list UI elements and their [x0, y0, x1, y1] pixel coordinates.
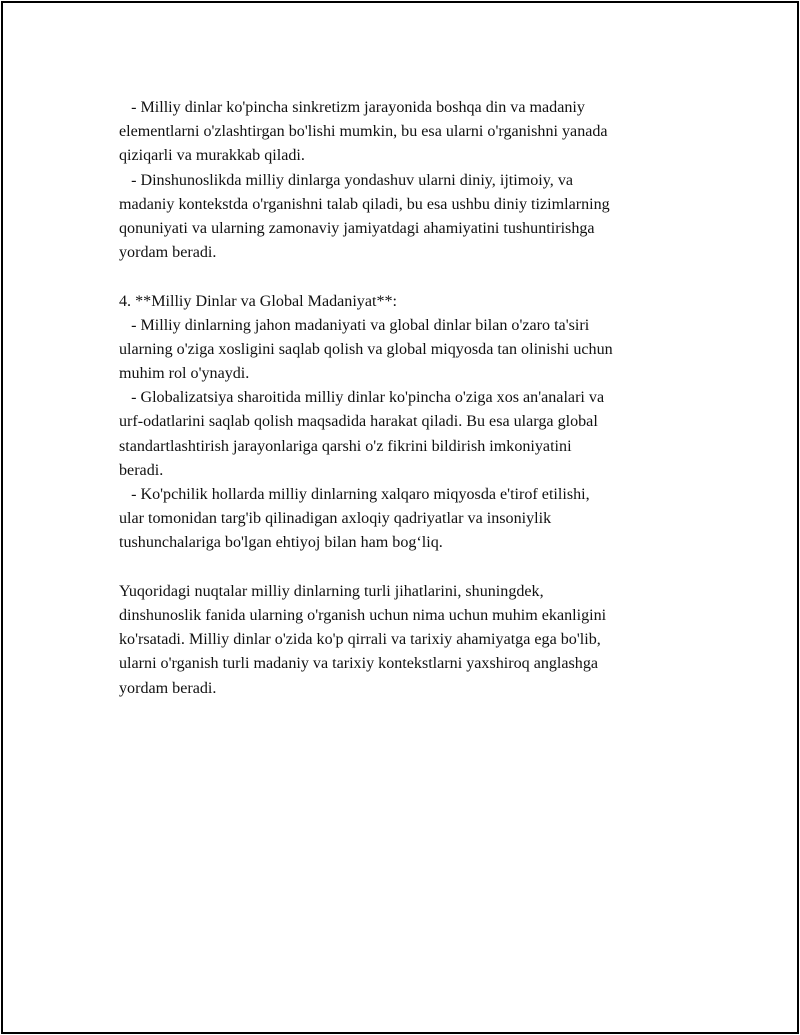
text-line: elementlarni o'zlashtirgan bo'lishi mumkin, bu esa ularni o'rganishni yanada — [119, 123, 608, 141]
text-line: ularning o'ziga xosligini saqlab qolish va global miqyosda tan olinishi uchun — [119, 340, 613, 358]
text-line: yordam beradi. — [119, 244, 217, 262]
document-body — [119, 96, 709, 701]
document-page — [1, 1, 799, 1034]
bullet-paragraph-interaction — [119, 314, 709, 387]
text-line: - Dinshunoslikda milliy dinlarga yondashuv ularni diniy, ijtimoiy, va — [119, 171, 574, 189]
bullet-paragraph-approach — [119, 169, 709, 266]
text-line: - Milliy dinlar ko'pincha sinkretizm jarayonida boshqa din va madaniy — [119, 99, 585, 116]
paragraph-spacer — [119, 556, 709, 580]
section-heading: 4. **Milliy Dinlar va Global Madaniyat**: — [119, 292, 398, 310]
text-line: beradi. — [119, 461, 164, 479]
conclusion-paragraph — [119, 580, 709, 701]
paragraph-spacer — [119, 265, 709, 289]
text-line: madaniy kontekstda o'rganishni talab qiladi, bu esa ushbu diniy tizimlarning — [119, 195, 610, 213]
bullet-paragraph-recognition — [119, 483, 709, 556]
text-line: yordam beradi. — [119, 679, 217, 697]
text-line: urf-odatlarini saqlab qolish maqsadida harakat qiladi. Bu esa ularga global — [119, 413, 598, 431]
text-line: ular tomonidan targ'ib qilinadigan axloqiy qadriyatlar va insoniylik — [119, 510, 552, 528]
text-line: standartlashtirish jarayonlariga qarshi o'z fikrini bildirish imkoniyatini — [119, 437, 572, 455]
text-line: Yuqoridagi nuqtalar milliy dinlarning turli jihatlarini, shuningdek, — [119, 582, 544, 600]
text-line: ularni o'rganish turli madaniy va tarixiy kontekstlarni yaxshiroq anglashga — [119, 655, 599, 673]
bullet-paragraph-globalization — [119, 386, 709, 483]
bullet-paragraph-syncretism — [119, 96, 709, 169]
text-line: - Globalizatsiya sharoitida milliy dinlar ko'pincha o'ziga xos an'analari va — [119, 389, 605, 407]
text-line: dinshunoslik fanida ularning o'rganish uchun nima uchun muhim ekanligini — [119, 606, 607, 624]
text-line: qonuniyati va ularning zamonaviy jamiyatdagi ahamiyatini tushuntirishga — [119, 219, 595, 237]
text-line: muhim rol o'ynaydi. — [119, 365, 250, 383]
text-line: qiziqarli va murakkab qiladi. — [119, 147, 305, 165]
text-line: tushunchalariga bo'lgan ehtiyoj bilan ham bog‘liq. — [119, 534, 443, 552]
text-line: ko'rsatadi. Milliy dinlar o'zida ko'p qirrali va tarixiy ahamiyatga ega bo'lib, — [119, 631, 601, 649]
text-line: - Milliy dinlarning jahon madaniyati va global dinlar bilan o'zaro ta'siri — [119, 316, 590, 334]
text-line: - Ko'pchilik hollarda milliy dinlarning xalqaro miqyosda e'tirof etilishi, — [119, 486, 590, 503]
